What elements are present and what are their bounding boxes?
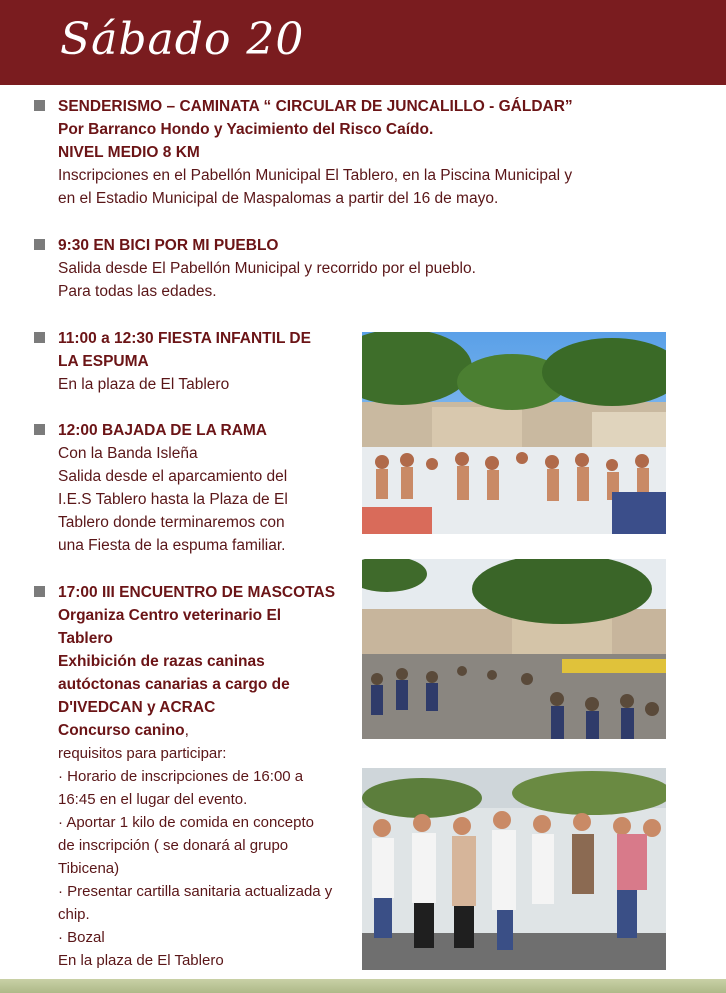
event-detail: · Presentar cartilla sanitaria actualizada y xyxy=(58,883,333,900)
concurso-suffix: , xyxy=(184,722,189,739)
event-title: 17:00 III ENCUENTRO DE MASCOTAS xyxy=(58,584,336,601)
event-level: NIVEL MEDIO 8 KM xyxy=(58,144,200,161)
event-detail: · Aportar 1 kilo de comida en concepto xyxy=(58,814,314,831)
concurso-label: Concurso canino xyxy=(58,722,185,739)
event-detail: Tablero donde terminaremos con xyxy=(58,514,285,531)
event-detail: · Bozal xyxy=(58,929,105,946)
event-title: 12:00 BAJADA DE LA RAMA xyxy=(58,422,267,439)
photo-foam-party xyxy=(362,332,666,534)
event-title: LA ESPUMA xyxy=(58,353,149,370)
event-detail: Tibicena) xyxy=(58,860,120,877)
event-detail: Inscripciones en el Pabellón Municipal El Tablero, en la Piscina Municipal y xyxy=(58,167,573,184)
event-detail: En la plaza de El Tablero xyxy=(58,952,224,969)
event-detail: · Horario de inscripciones de 16:00 a xyxy=(58,768,304,785)
bullet-square-icon xyxy=(34,100,45,111)
event-exhibition: D'IVEDCAN y ACRAC xyxy=(58,699,216,716)
page-header xyxy=(0,0,726,85)
event-title: 9:30 EN BICI POR MI PUEBLO xyxy=(58,237,279,254)
bullet-square-icon xyxy=(34,586,45,597)
event-detail: En la plaza de El Tablero xyxy=(58,376,230,393)
event-subtitle: Por Barranco Hondo y Yacimiento del Risco Caído. xyxy=(58,121,434,138)
event-exhibition: Exhibición de razas caninas xyxy=(58,653,265,670)
footer-bar xyxy=(0,979,726,993)
event-detail: I.E.S Tablero hasta la Plaza de El xyxy=(58,491,288,508)
bullet-square-icon xyxy=(34,239,45,250)
event-organizer: Tablero xyxy=(58,630,113,647)
event-detail: una Fiesta de la espuma familiar. xyxy=(58,537,286,554)
photo-bajada-rama xyxy=(362,768,666,970)
event-detail: 16:45 en el lugar del evento. xyxy=(58,791,248,808)
event-detail: Salida desde el aparcamiento del xyxy=(58,468,288,485)
concurso-line xyxy=(58,719,335,742)
event-organizer: Organiza Centro veterinario El xyxy=(58,607,282,624)
event-detail: en el Estadio Municipal de Maspalomas a partir del 16 de mayo. xyxy=(58,190,499,207)
event-detail: Para todas las edades. xyxy=(58,283,217,300)
event-exhibition: autóctonas canarias a cargo de xyxy=(58,676,290,693)
event-detail: requisitos para participar: xyxy=(58,745,227,762)
page-title: Sábado 20 xyxy=(60,14,305,65)
event-title: SENDERISMO – CAMINATA “ CIRCULAR DE JUNCALILLO - GÁLDAR” xyxy=(58,98,573,115)
bullet-square-icon xyxy=(34,332,45,343)
photo-mascotas xyxy=(362,559,666,739)
event-title: 11:00 a 12:30 FIESTA INFANTIL DE xyxy=(58,330,311,347)
event-detail: chip. xyxy=(58,906,90,923)
event-detail: Salida desde El Pabellón Municipal y recorrido por el pueblo. xyxy=(58,260,476,277)
event-detail: de inscripción ( se donará al grupo xyxy=(58,837,289,854)
event-detail: Con la Banda Isleña xyxy=(58,445,198,462)
bullet-square-icon xyxy=(34,424,45,435)
